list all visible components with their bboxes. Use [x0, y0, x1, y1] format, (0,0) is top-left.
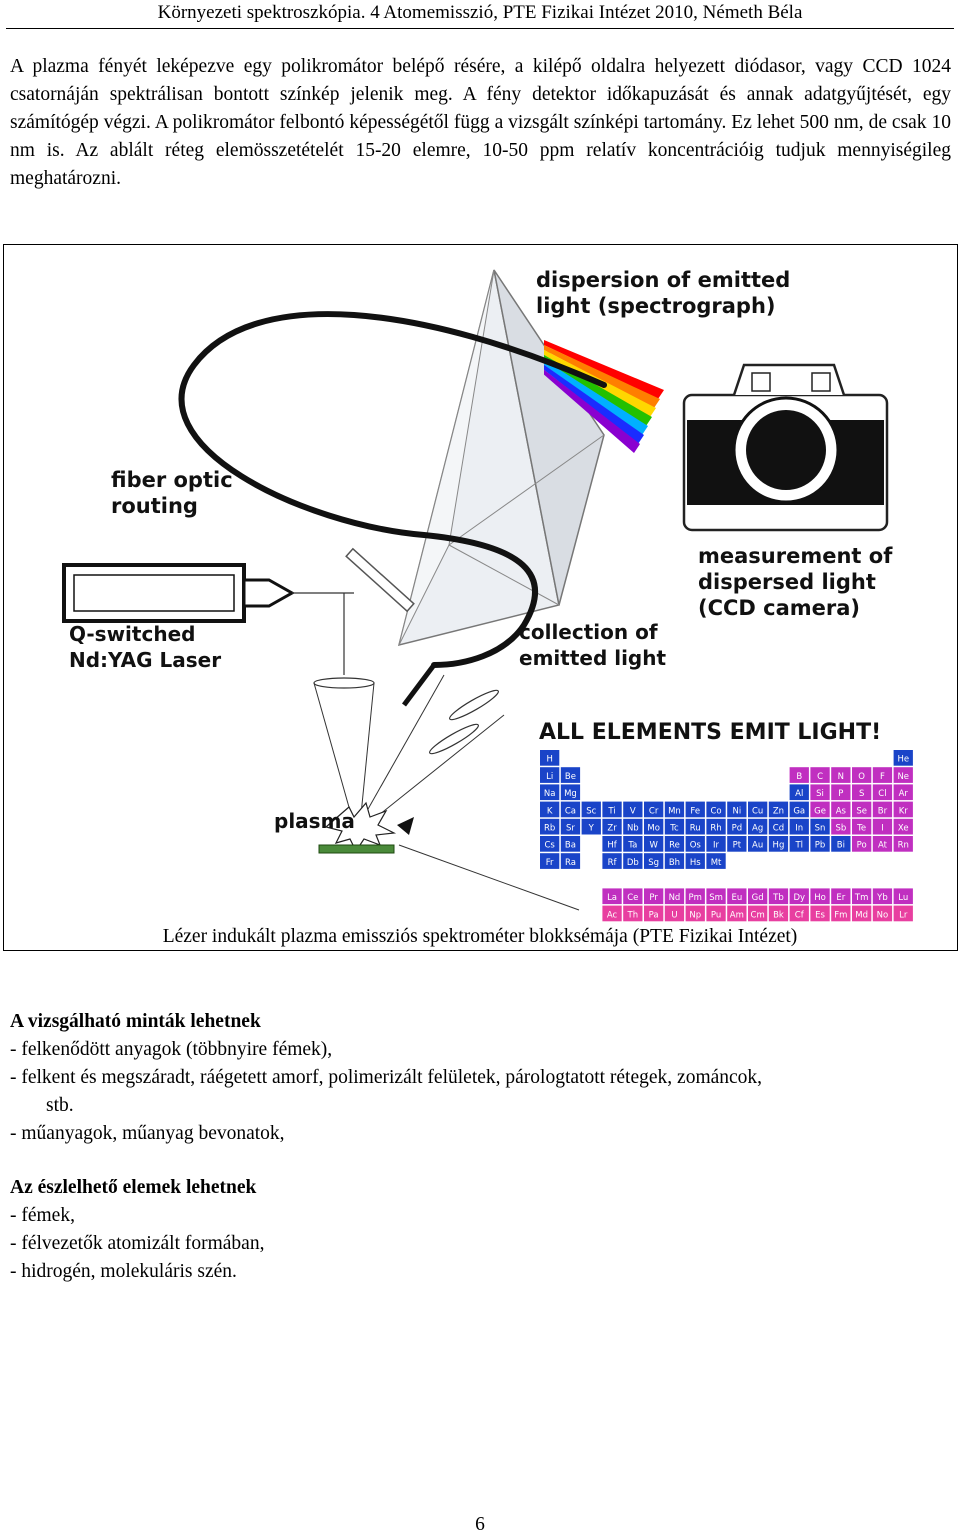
sample-plate [319, 845, 394, 853]
element-symbol: Ta [628, 840, 638, 851]
label-collection-2: emitted light [519, 646, 667, 670]
element-symbol: Fe [690, 806, 701, 817]
element-symbol: Tl [795, 840, 804, 851]
element-symbol: Ra [564, 857, 576, 868]
element-symbol: Rf [607, 857, 617, 868]
element-symbol: Li [546, 771, 554, 782]
element-symbol: Sc [586, 806, 597, 817]
element-symbol: V [629, 806, 636, 817]
element-symbol: Kr [898, 806, 908, 817]
element-symbol: Po [856, 840, 867, 851]
libs-diagram [4, 245, 957, 950]
element-symbol: Cs [544, 840, 555, 851]
fiber-tip [404, 665, 434, 705]
element-symbol: Ce [627, 893, 639, 904]
element-symbol: Y [588, 823, 594, 834]
element-symbol: Ru [689, 823, 701, 834]
element-symbol: Rh [710, 823, 722, 834]
element-symbol: Xe [897, 823, 909, 834]
element-symbol: As [835, 806, 846, 817]
element-symbol: Er [836, 893, 846, 904]
elements-heading: Az észlelhető elemek lehetnek [10, 1177, 257, 1198]
element-symbol: B [796, 771, 803, 782]
element-symbol: Bh [668, 857, 681, 868]
element-symbol: O [858, 771, 866, 782]
element-symbol: Db [626, 857, 639, 868]
element-symbol: Cf [794, 910, 804, 921]
element-symbol: Ir [713, 840, 720, 851]
element-symbol: Te [857, 823, 867, 834]
element-symbol: Sb [835, 823, 847, 834]
element-symbol: W [649, 840, 658, 851]
element-symbol: U [671, 910, 678, 921]
element-symbol: Md [855, 910, 869, 921]
element-symbol: Ac [606, 910, 618, 921]
element-symbol: Sg [648, 857, 660, 868]
elements-section [10, 1174, 264, 1286]
element-symbol: P [838, 789, 844, 800]
element-symbol: Pt [732, 840, 742, 851]
camera-icon [684, 365, 887, 530]
element-symbol: I [881, 823, 884, 834]
label-laser-1: Q-switched [69, 622, 196, 646]
element-symbol: He [897, 754, 910, 765]
samples-heading: A vizsgálható minták lehetnek [10, 1011, 261, 1032]
element-symbol: Os [689, 840, 701, 851]
label-plasma: plasma [274, 809, 355, 833]
samples-item-continuation: stb. [46, 1095, 74, 1116]
element-symbol: Sr [566, 823, 575, 834]
element-symbol: Tm [854, 893, 869, 904]
samples-item: - műanyagok, műanyag bevonatok, [10, 1123, 285, 1144]
element-symbol: Np [689, 910, 702, 921]
element-symbol: Zn [772, 806, 785, 817]
element-symbol: Si [816, 789, 824, 800]
element-symbol: S [858, 789, 865, 800]
element-symbol: Lr [899, 910, 908, 921]
element-symbol: N [837, 771, 845, 782]
element-symbol: In [795, 823, 804, 834]
header-rule [6, 28, 954, 29]
label-fiber-2: routing [111, 494, 198, 518]
label-collection-1: collection of [519, 620, 658, 644]
element-symbol: Ca [564, 806, 577, 817]
element-symbol: Cl [878, 789, 887, 800]
mirror-icon [346, 549, 414, 611]
element-symbol: Cr [648, 806, 659, 817]
element-symbol: Ba [564, 840, 576, 851]
intro-paragraph: A plazma fényét leképezve egy polikromátor belépő résére, a kilépő oldalra helyezett diódasor, vagy CCD 1024 csatornáján spektrálisan bontott színkép jelenik meg. A fény detektor időkapuzását és annak adatgyűjtését, egy számítógép végzi. A polikromátor felbontó képességétől függ a vizsgált színképi tartomány. Ez lehet 500 nm, de csak 10 nm is. Az ablált réteg elemösszetételét 15-20 elemre, 10-50 ppm relatív koncentrációig tudjuk mennyiségileg meghatározni. [10, 56, 951, 189]
samples-section [10, 1008, 762, 1148]
label-fiber-1: fiber optic [111, 468, 233, 492]
element-symbol: K [546, 806, 553, 817]
element-symbol: Pd [731, 823, 743, 834]
element-symbol: Hf [607, 840, 617, 851]
laser-icon [64, 565, 354, 621]
element-symbol: H [546, 754, 553, 765]
element-symbol: Pb [814, 840, 826, 851]
page-number: 6 [475, 1514, 485, 1535]
label-dispersion-1: dispersion of emitted [536, 268, 791, 292]
element-symbol: Zr [607, 823, 617, 834]
element-symbol: Th [627, 910, 639, 921]
element-symbol: Be [564, 771, 576, 782]
element-symbol: Rb [543, 823, 556, 834]
element-symbol: C [817, 771, 824, 782]
element-symbol: Bi [836, 840, 845, 851]
element-symbol: Fr [545, 857, 554, 868]
element-symbol: Hs [689, 857, 701, 868]
element-symbol: Br [877, 806, 888, 817]
element-symbol: Re [669, 840, 680, 851]
element-symbol: Mg [564, 789, 577, 800]
element-symbol: La [607, 893, 618, 904]
label-measurement-3: (CCD camera) [698, 596, 861, 620]
element-symbol: F [880, 771, 885, 782]
element-symbol: Am [729, 910, 744, 921]
element-symbol: Pm [688, 893, 702, 904]
focusing-lens [314, 678, 374, 688]
element-symbol: Pr [649, 893, 658, 904]
samples-item: - felkent és megszáradt, ráégetett amorf, polimerizált felületek, párologtatott rétegek, zománcok, [10, 1067, 763, 1088]
element-symbol: Ga [793, 806, 806, 817]
element-symbol: Ge [814, 806, 826, 817]
element-symbol: Pa [648, 910, 659, 921]
label-all-elements: ALL ELEMENTS EMIT LIGHT! [539, 720, 882, 745]
element-symbol: Cu [751, 806, 764, 817]
element-symbol: Ni [732, 806, 742, 817]
element-symbol: Gd [751, 893, 764, 904]
element-symbol: No [876, 910, 889, 921]
element-symbol: Ti [608, 806, 616, 817]
element-symbol: Bk [773, 910, 784, 921]
element-symbol: Lu [898, 893, 909, 904]
label-measurement-1: measurement of [698, 544, 893, 568]
element-symbol: Tb [773, 893, 784, 904]
samples-item: - felkenődött anyagok (többnyire fémek), [10, 1039, 333, 1060]
figure-frame [3, 244, 958, 951]
element-symbol: Mt [710, 857, 722, 868]
running-header: Környezeti spektroszkópia. 4 Atomemisszió, PTE Fizikai Intézet 2010, Németh Béla [157, 2, 803, 23]
elements-item: - félvezetők atomizált formában, [10, 1233, 265, 1254]
elements-item: - hidrogén, molekuláris szén. [10, 1261, 237, 1282]
label-dispersion-2: light (spectrograph) [536, 294, 776, 318]
element-symbol: Dy [793, 893, 806, 904]
element-symbol: Ar [898, 789, 908, 800]
element-symbol: Fm [834, 910, 848, 921]
figure-caption: Lézer indukált plazma emissziós spektrométer blokksémája (PTE Fizikai Intézet) [162, 926, 798, 947]
element-symbol: Yb [877, 893, 888, 904]
element-symbol: Nd [668, 893, 681, 904]
element-symbol: Sm [709, 893, 723, 904]
element-symbol: Ne [897, 771, 910, 782]
collection-lenses [359, 675, 504, 827]
element-symbol: Nb [626, 823, 639, 834]
element-symbol: Hg [772, 840, 785, 851]
element-symbol: Ag [752, 823, 764, 834]
element-symbol: Eu [731, 893, 743, 904]
element-symbol: Au [752, 840, 764, 851]
element-symbol: Mo [647, 823, 660, 834]
element-symbol: Al [795, 789, 804, 800]
element-symbol: Cd [772, 823, 785, 834]
element-symbol: Ho [814, 893, 826, 904]
element-symbol: Tc [670, 823, 679, 834]
element-symbol: Co [710, 806, 722, 817]
element-symbol: Rn [897, 840, 909, 851]
element-symbol: Na [543, 789, 556, 800]
label-laser-2: Nd:YAG Laser [69, 648, 222, 672]
element-symbol: Pu [710, 910, 722, 921]
element-symbol: Es [815, 910, 825, 921]
element-symbol: Cm [750, 910, 765, 921]
element-symbol: Sn [814, 823, 826, 834]
element-symbol: Se [856, 806, 867, 817]
periodic-table [540, 750, 913, 921]
label-measurement-2: dispersed light [698, 570, 876, 594]
elements-item: - fémek, [10, 1205, 75, 1226]
element-symbol: Mn [668, 806, 681, 817]
element-symbol: At [877, 840, 887, 851]
